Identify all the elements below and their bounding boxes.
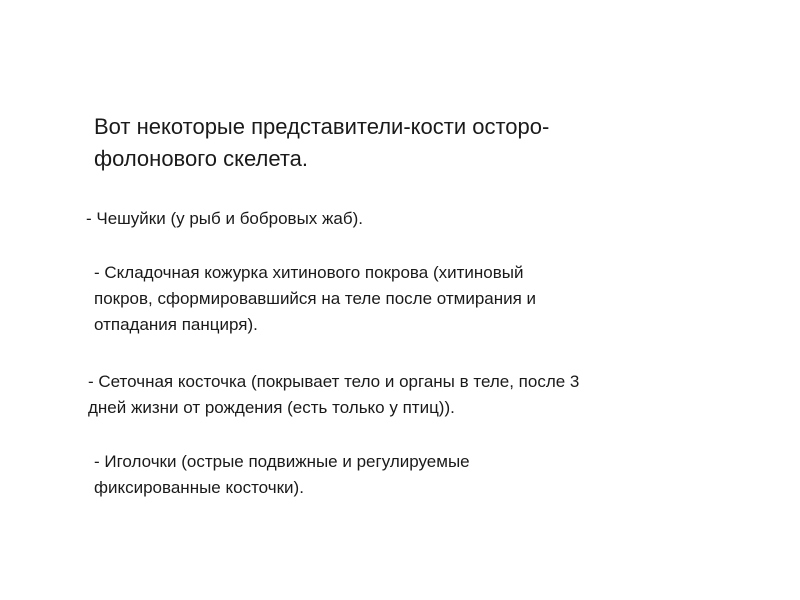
list-item-line: - Сеточная косточка (покрывает тело и органы в теле, после 3 [88, 372, 580, 391]
slide-title [94, 111, 694, 175]
list-item-line: отпадания панциря). [94, 315, 258, 334]
list-item-mesh-bone [88, 369, 579, 421]
slide-title-line: Вот некоторые представители-кости осторо- [94, 114, 550, 139]
list-item-line: - Чешуйки (у рыб и бобровых жаб). [86, 209, 363, 228]
list-item-line: - Иголочки (острые подвижные и регулируемые [94, 452, 470, 471]
list-item-chitin-skin [94, 260, 536, 338]
list-item-scales [86, 206, 363, 232]
list-item-line: - Складочная кожурка хитинового покрова (хитиновый [94, 263, 524, 282]
list-item-line: покров, сформировавшийся на теле после отмирания и [94, 289, 537, 308]
list-item-line: дней жизни от рождения (есть только у птиц)). [88, 398, 455, 417]
list-item-needles [94, 449, 470, 501]
list-item-line: фиксированные косточки). [94, 478, 304, 497]
slide-title-line: фолонового скелета. [94, 146, 309, 171]
